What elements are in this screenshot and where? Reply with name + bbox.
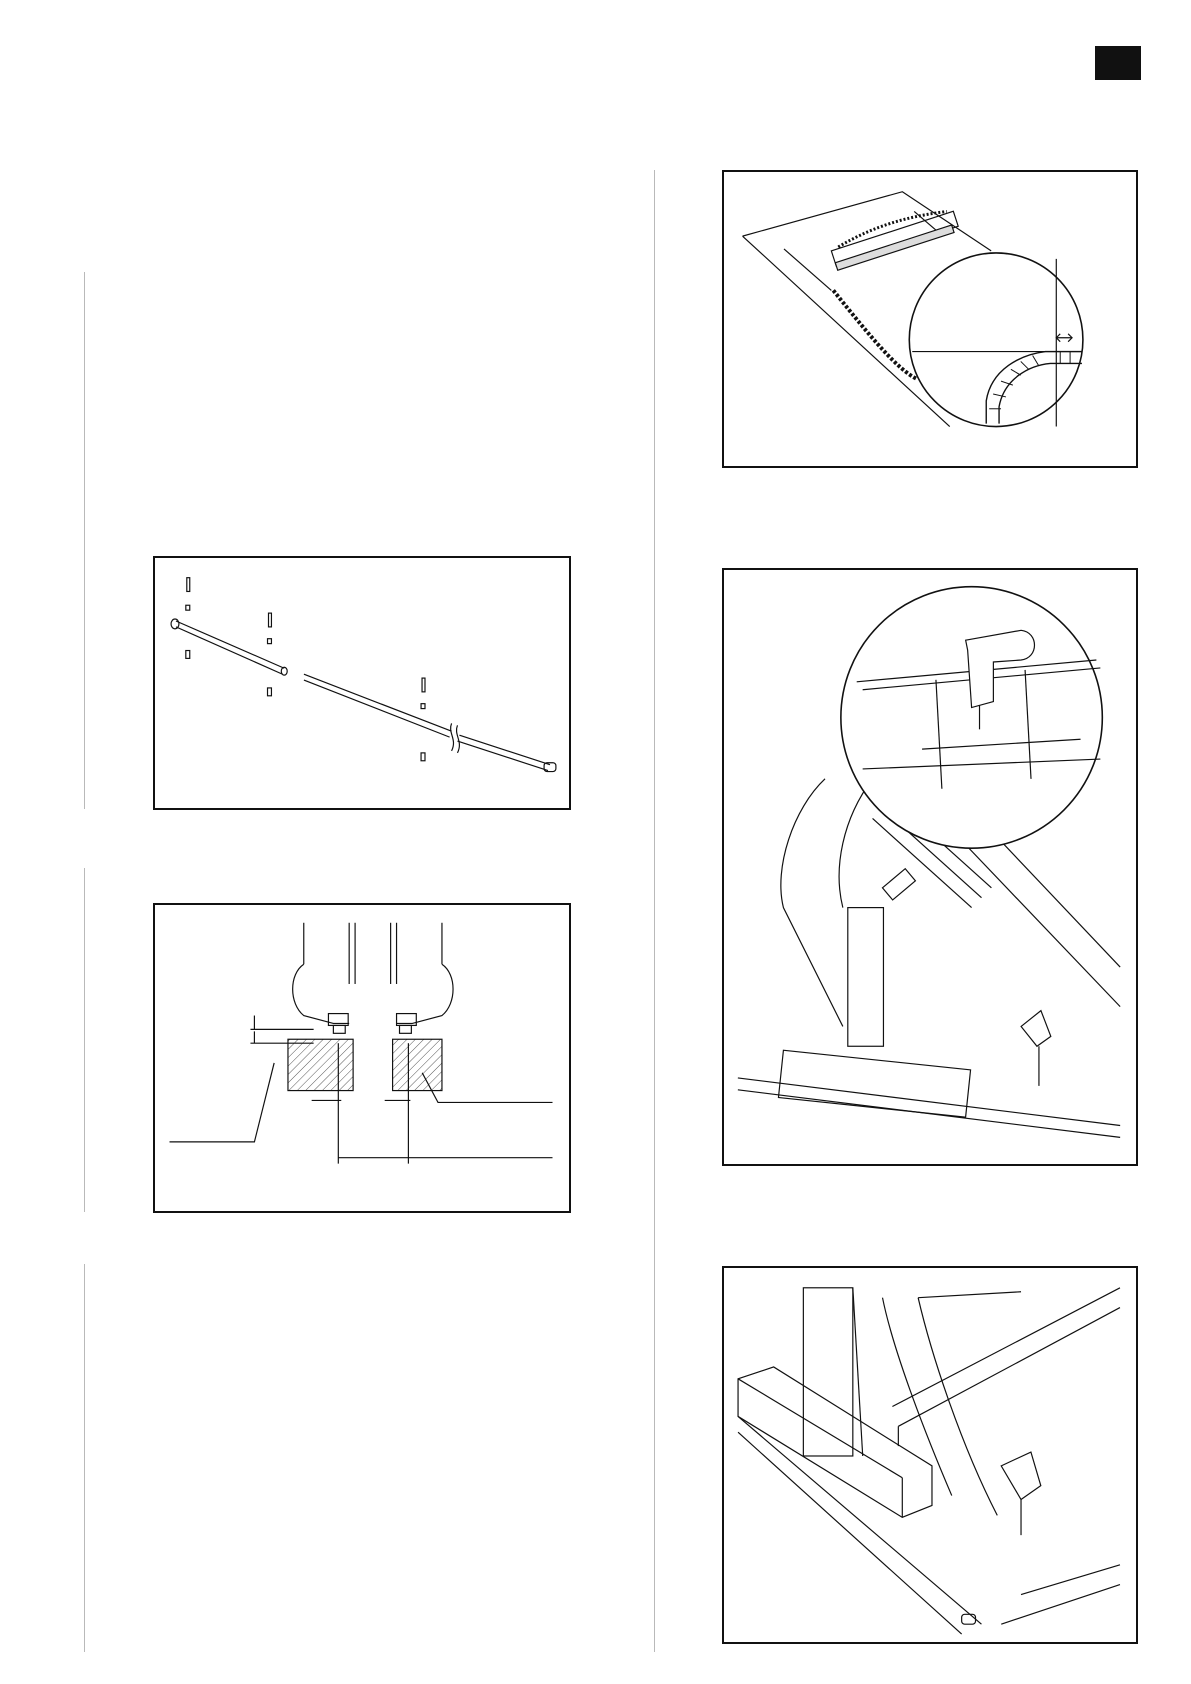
figure-axle-rods	[153, 556, 571, 810]
section-rule-2	[84, 868, 85, 1212]
drilling-holes-illustration	[724, 570, 1136, 1164]
axle-rods-illustration	[155, 558, 569, 808]
figure-pool-edge	[722, 170, 1138, 468]
figure-drilling-holes	[722, 568, 1138, 1166]
section-rule-1	[84, 272, 85, 809]
figure-feet-section	[153, 903, 571, 1213]
column-divider	[654, 170, 655, 1652]
feet-section-illustration	[155, 905, 569, 1211]
stand-base-illustration	[724, 1268, 1136, 1642]
pool-edge-illustration	[724, 172, 1136, 466]
section-rule-3	[84, 1264, 85, 1652]
figure-stand-base	[722, 1266, 1138, 1644]
page-corner-tab	[1095, 46, 1141, 80]
